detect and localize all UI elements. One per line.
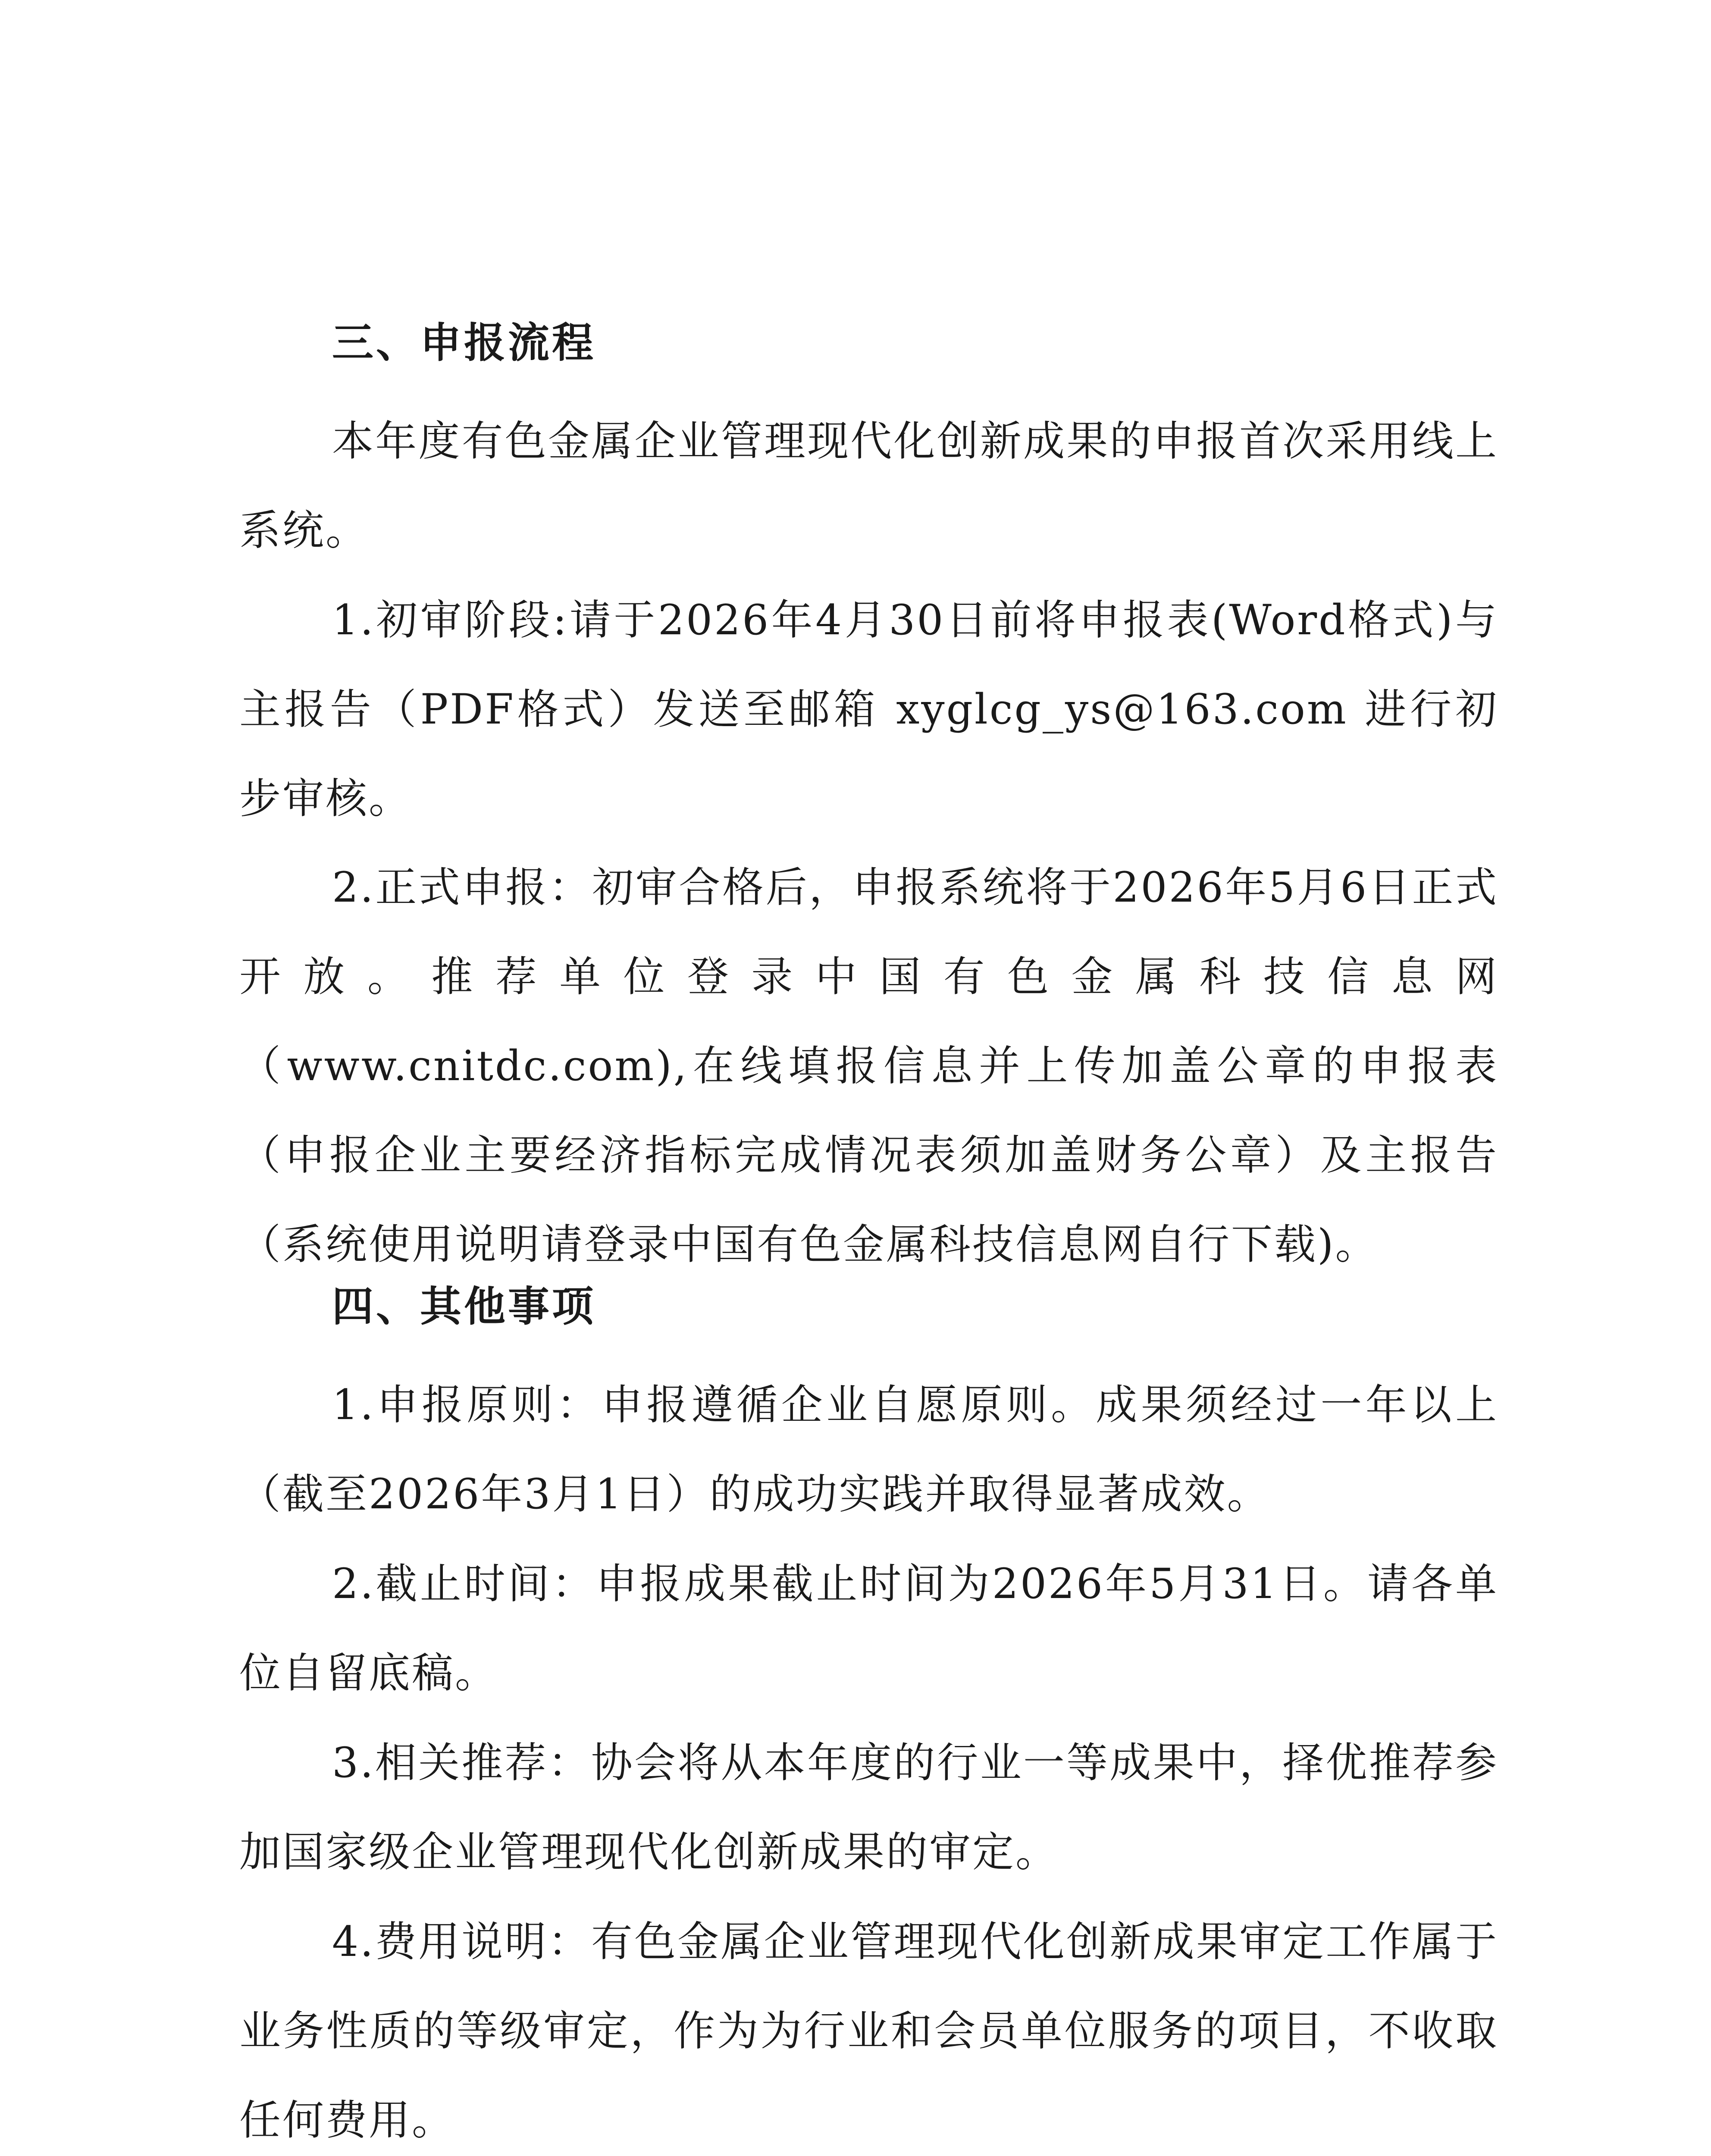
section-4-item-3-paragraph: 3.相关推荐：协会将从本年度的行业一等成果中，择优推荐参加国家级企业管理现代化创新成果的审定。 [239,1739,1498,1876]
section-4-item-4-paragraph: 4.费用说明：有色金属企业管理现代化创新成果审定工作属于业务性质的等级审定，作为为行业和会员单位服务的项目，不收取任何费用。 [239,1918,1498,2144]
section-3-heading: 三、申报流程 [332,319,596,367]
section-4-item-2-paragraph: 2.截止时间：申报成果截止时间为2026年5月31日。请各单位自留底稿。 [239,1560,1498,1697]
section-3-item-1-paragraph: 1.初审阶段:请于2026年4月30日前将申报表(Word格式)与主报告（PDF格式）发送至邮箱 xyglcg_ys@163.com 进行初步审核。 [239,596,1498,823]
section-3-intro-paragraph: 本年度有色金属企业管理现代化创新成果的申报首次采用线上系统。 [239,417,1498,555]
section-3-item-2-paragraph: 2.正式申报：初审合格后，申报系统将于2026年5月6日正式开放。推荐单位登录中国有色金属科技信息网（www.cnitdc.com),在线填报信息并上传加盖公章的申报表（申报企业主要经济指标完成情况表须加盖财务公章）及主报告（系统使用说明请登录中国有色金属科技信息网自行下载)。 [239,863,1498,1269]
section-4-item-1-paragraph: 1.申报原则：申报遵循企业自愿原则。成果须经过一年以上（截至2026年3月1日）的成功实践并取得显著成效。 [239,1381,1498,1518]
section-4-heading: 四、其他事项 [332,1282,596,1331]
